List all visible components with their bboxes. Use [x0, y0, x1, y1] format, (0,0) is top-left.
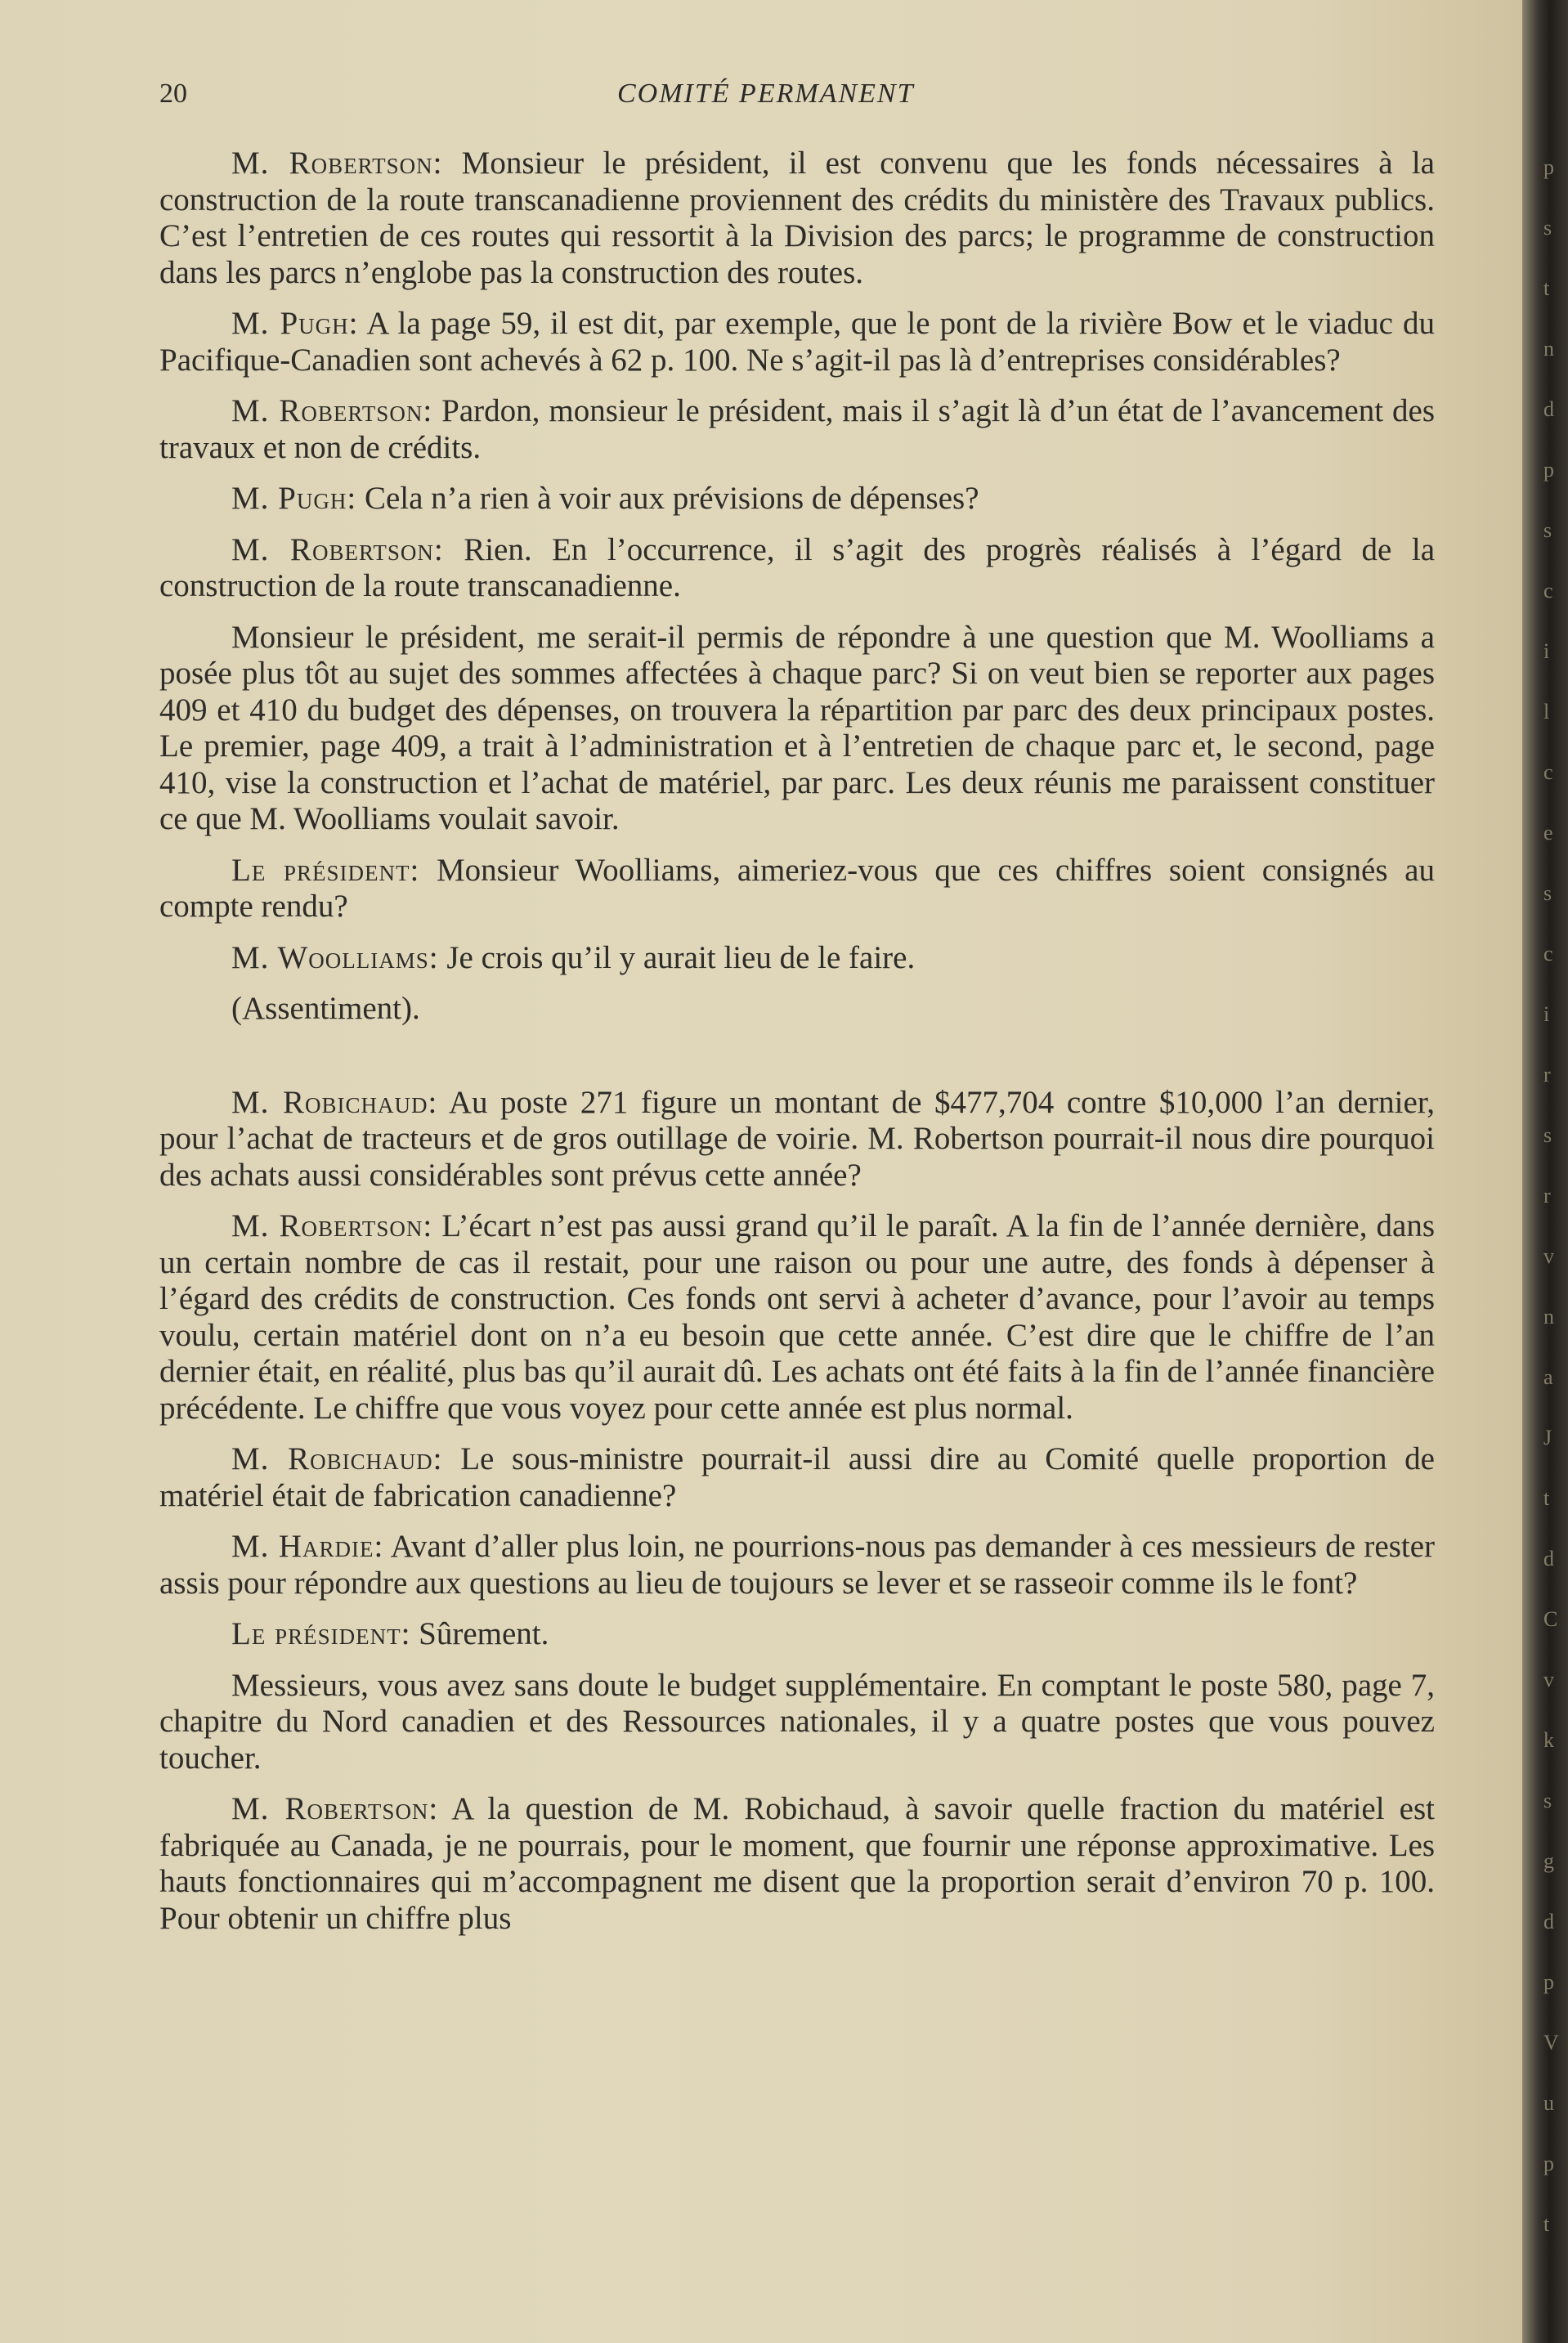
paragraph [159, 1208, 1435, 1427]
speaker-name: M. Pugh: [231, 481, 357, 516]
bleed-letter: n [1543, 1305, 1554, 1328]
bleed-letter: s [1543, 1789, 1552, 1812]
paragraph [159, 1085, 1435, 1194]
speaker-name: M. Robichaud: [231, 1084, 438, 1120]
speaker-name: Le président: [231, 1616, 411, 1651]
bleed-letter: g [1543, 1849, 1554, 1873]
paragraph [159, 1529, 1435, 1602]
speaker-name: M. Woolliams: [231, 939, 439, 975]
transcript-body [159, 146, 1435, 1951]
bleed-letter: s [1543, 1123, 1552, 1147]
paragraph-text: Je crois qu’il y aurait lieu de le faire. [438, 939, 916, 975]
paragraph [159, 306, 1435, 379]
bleed-letter: p [1543, 458, 1554, 482]
bleed-letter: i [1543, 1002, 1550, 1026]
bleed-letter: p [1543, 155, 1554, 179]
bleed-letter: p [1543, 2152, 1554, 2175]
bleed-letter: c [1543, 579, 1553, 603]
bleed-letter: l [1543, 700, 1550, 724]
speaker-name: M. Robertson: [231, 146, 443, 181]
paragraph-text: Monsieur le président, me serait-il permis de répondre à une question que M. Woolliams a posée plus tôt au sujet des sommes affectées à chaque parc? Si on veut bien se reporter aux pages 409 et 410 du budget des dépenses, on trouvera la répartition par parc des deux principaux postes. Le premier, page 409, a trait à l’administration et à l’entretien de chaque parc et, le second, page 410, vise la construction et l’achat de matériel, par parc. Les deux réunis me paraissent constituer ce que M. Woolliams voulait savoir. [159, 619, 1435, 836]
bleed-letter: t [1543, 1486, 1550, 1510]
speaker-name: Le président: [231, 852, 420, 888]
speaker-name: M. Robertson: [231, 531, 444, 567]
bleed-letter: v [1543, 1244, 1554, 1268]
paragraph-text: Avant d’aller plus loin, ne pourrions-nous pas demander à ces messieurs de rester assis pour répondre aux questions au lieu de toujours se lever et se rasseoir comme ils le font? [159, 1529, 1436, 1601]
paragraph-text: Messieurs, vous avez sans doute le budget supplémentaire. En comptant le poste 580, page 7, chapitre du Nord canadien et des Ressources nationales, il y a quatre postes que vous pouvez toucher. [159, 1667, 1435, 1776]
bleed-letter: e [1543, 821, 1553, 844]
paragraph [159, 532, 1435, 605]
paragraph-text: Sûrement. [410, 1616, 549, 1651]
bleed-letter: c [1543, 760, 1553, 784]
paragraph-text: Monsieur le président, il est convenu que les fonds nécessaires à la construction de la route transcanadienne proviennent des crédits du ministère des Travaux publics. C’est l’entretien de ces routes qui ressortit à la Division des parcs; le programme de construction dans les parcs n’englobe pas la construction des routes. [159, 146, 1435, 290]
paragraph-text: Rien. En l’occurrence, il s’agit des progrès réalisés à l’égard de la construction de la route transcanadienne. [159, 531, 1436, 603]
speaker-name: M. Robertson: [231, 1791, 439, 1826]
speaker-name: M. Hardie: [231, 1529, 384, 1564]
bleed-letter: u [1543, 2091, 1554, 2115]
paragraph [159, 620, 1435, 838]
bleed-letter: s [1543, 518, 1552, 542]
bleed-letter: c [1543, 942, 1553, 965]
speaker-name: M. Robertson: [231, 393, 433, 428]
bleed-letter: s [1543, 216, 1552, 240]
bleed-letter: t [1543, 2212, 1550, 2236]
paragraph-text: Cela n’a rien à voir aux prévisions de dépenses? [356, 481, 979, 516]
paragraph [159, 991, 1435, 1028]
paragraph-text: A la question de M. Robichaud, à savoir quelle fraction du matériel est fabriquée au Canada, je ne pourrais, pour le moment, que fournir une réponse approximative. Les hauts fonctionnaires qui m’accompagnent me disent que la proportion serait d’environ 70 p. 100. Pour obtenir un chiffre plus [159, 1791, 1435, 1936]
bleed-letter: d [1543, 397, 1554, 421]
bleed-letter: t [1543, 276, 1550, 300]
bleed-letter: k [1543, 1728, 1554, 1752]
bleed-letter: d [1543, 1547, 1554, 1570]
bleed-letter: J [1543, 1426, 1552, 1449]
page-number: 20 [159, 78, 187, 109]
paragraph [159, 1441, 1435, 1514]
bleed-letter: C [1543, 1607, 1558, 1631]
paragraph-text: Le sous-ministre pourrait-il aussi dire au Comité quelle proportion de matériel était de fabrication canadienne? [159, 1441, 1435, 1513]
paragraph-text: Monsieur Woolliams, aimeriez-vous que ces chiffres soient consignés au compte rendu? [159, 852, 1435, 924]
bleed-letter: d [1543, 1910, 1554, 1933]
bleed-letter: v [1543, 1668, 1554, 1691]
bleed-letter: a [1543, 1365, 1553, 1389]
paragraph [159, 146, 1435, 291]
paragraph [159, 1668, 1435, 1777]
bleed-letter: r [1543, 1184, 1551, 1207]
paragraph [159, 481, 1435, 517]
paragraph [159, 1616, 1435, 1653]
bleed-letter: n [1543, 337, 1554, 361]
speaker-name: M. Robichaud: [231, 1441, 443, 1476]
paragraph [159, 853, 1435, 925]
paragraph [159, 1791, 1435, 1937]
bleed-letter: s [1543, 881, 1552, 905]
paragraph-text: Au poste 271 figure un montant de $477,704 contre $10,000 l’an dernier, pour l’achat de tracteurs et de gros outillage de voirie. M. Robertson pourrait-il nous dire pourquoi des achats aussi considérables sont prévus cette année? [159, 1084, 1436, 1193]
speaker-name: M. Pugh: [231, 306, 359, 341]
paragraph-text: L’écart n’est pas aussi grand qu’il le paraît. A la fin de l’année dernière, dans un certain nombre de cas il restait, pour une raison ou pour une autre, des fonds à dépenser à l’égard des crédits de construction. Ces fonds ont servi à acheter d’avance, pour l’avoir au temps voulu, certain matériel dont on n’a eu besoin que cette année. C’est dire que le chiffre de l’an dernier était, en réalité, plus bas qu’il aurait dû. Les achats ont été faits à la fin de l’année financière précédente. Le chiffre que vous voyez pour cette année est plus normal. [159, 1208, 1435, 1426]
bleed-letter: V [1543, 2031, 1559, 2054]
speaker-name: M. Robertson: [231, 1208, 433, 1243]
paragraph-text: A la page 59, il est dit, par exemple, que le pont de la rivière Bow et le viaduc du Pacifique-Canadien sont achevés à 62 p. 100. Ne s’agit-il pas là d’entreprises considérables? [159, 306, 1435, 378]
paragraph-text: Pardon, monsieur le président, mais il s’agit là d’un état de l’avancement des travaux et non de crédits. [159, 393, 1436, 465]
paragraph [159, 393, 1435, 466]
paragraph [159, 940, 1435, 977]
bleed-letter: p [1543, 1970, 1554, 1994]
page-header [159, 78, 1435, 116]
bleed-letter: r [1543, 1063, 1551, 1086]
bleed-letter: i [1543, 639, 1550, 663]
paragraph-text: (Assentiment). [231, 991, 420, 1026]
running-head: COMITÉ PERMANENT [617, 78, 915, 109]
